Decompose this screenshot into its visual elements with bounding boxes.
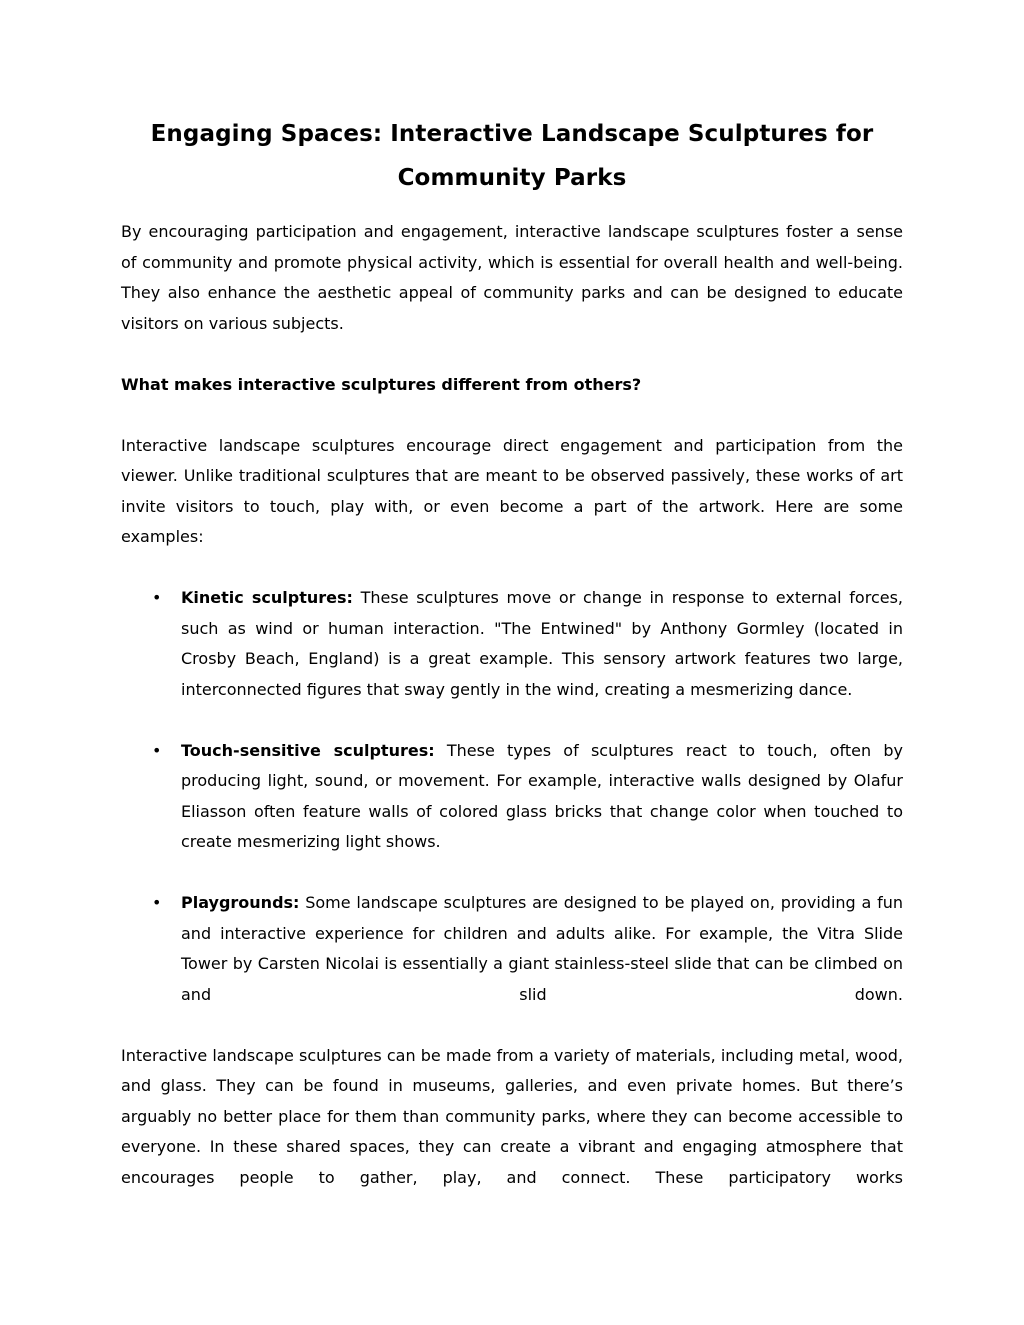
list-item-label: Kinetic sculptures: xyxy=(181,588,353,607)
bullet-icon: • xyxy=(152,588,162,607)
list-item-text: Some landscape sculptures are designed to be played on, providing a fun and interactive experience for children and adults alike. For example, the Vitra Slide Tower by Carsten Nicolai is essentially a giant stainless-steel slide that can be climbed on and slid down. xyxy=(181,893,903,1004)
document-title: Engaging Spaces: Interactive Landscape Sculptures for Community Parks xyxy=(150,121,874,191)
section-heading: What makes interactive sculptures different from others? xyxy=(121,374,642,394)
section-paragraph: Interactive landscape sculptures encourage direct engagement and participation from the viewer. Unlike traditional sculptures that are meant to be observed passively, these works of art invite visitors to touch, play with, or even become a part of the artwork. Here are some examples: xyxy=(121,435,903,546)
document-page xyxy=(121,112,903,1193)
list-item-text: These types of sculptures react to touch, often by producing light, sound, or movement. For example, interactive walls designed by Olafur Eliasson often feature walls of colored glass bricks that change color when touched to create mesmerizing light shows. xyxy=(181,740,903,851)
list-item-kinetic xyxy=(121,583,903,705)
list-item-label: Playgrounds: xyxy=(181,893,300,912)
list-item-playgrounds xyxy=(121,888,903,1010)
closing-paragraph: Interactive landscape sculptures can be made from a variety of materials, including metal, wood, and glass. They can be found in museums, galleries, and even private homes. But there’s arguably no better place for them than community parks, where they can become accessible to everyone. In these shared spaces, they can create a vibrant and engaging atmosphere that encourages people to gather, play, and connect. These participatory works xyxy=(121,1045,903,1187)
bullet-icon: • xyxy=(152,893,162,912)
intro-paragraph: By encouraging participation and engagement, interactive landscape sculptures foster a sense of community and promote physical activity, which is essential for overall health and well-being. They also enhance the aesthetic appeal of community parks and can be designed to educate visitors on various subjects. xyxy=(121,222,903,333)
list-item-text: These sculptures move or change in response to external forces, such as wind or human interaction. "The Entwined" by Anthony Gormley (located in Crosby Beach, England) is a great example. This sensory artwork features two large, interconnected figures that sway gently in the wind, creating a mesmerizing dance. xyxy=(181,588,904,699)
bullet-icon: • xyxy=(152,740,162,760)
list-item-touch-sensitive xyxy=(121,736,903,858)
list-item-label: Touch-sensitive sculptures: xyxy=(181,740,435,760)
examples-list xyxy=(121,583,903,1010)
